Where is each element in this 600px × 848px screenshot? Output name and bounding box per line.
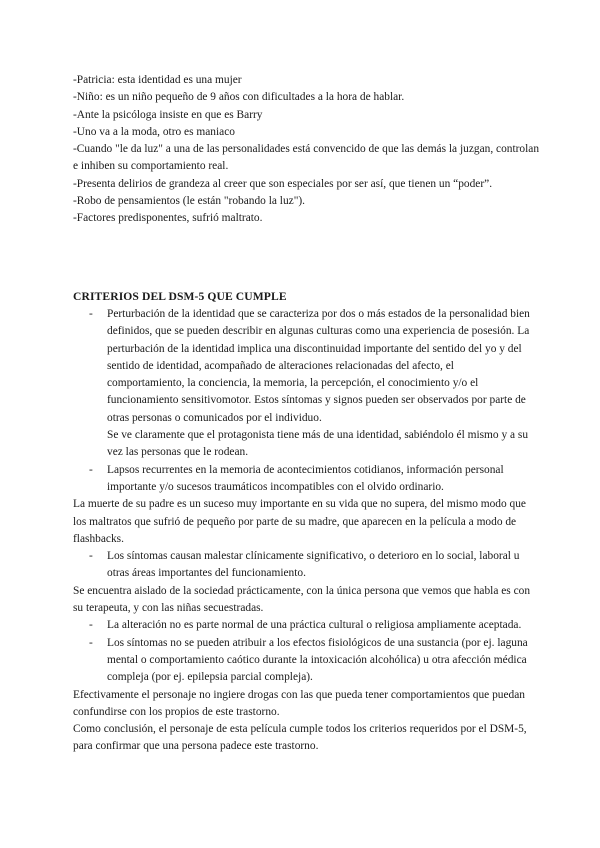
criterion-item (73, 617, 533, 634)
character-notes (73, 72, 543, 228)
criterion-item (73, 635, 533, 687)
criterion-item (73, 462, 533, 497)
note-line: -Cuando "le da luz" a una de las personalidades está convencido de que las demás la juzgan, controlan e inhiben su comportamiento real. (73, 143, 540, 173)
note-line: -Ante la psicóloga insiste en que es Barry (73, 108, 263, 121)
note-line: -Factores predisponentes, sufrió maltrato. (73, 212, 263, 225)
note-line: -Niño: es un niño pequeño de 9 años con dificultades a la hora de hablar. (73, 91, 405, 104)
commentary-paragraph: La muerte de su padre es un suceso muy importante en su vida que no supera, del mismo modo que los maltratos que sufrió de pequeño por parte de su madre, que aparecen en la película a modo de flashbacks. (73, 498, 526, 545)
criterion-text: Los síntomas no se pueden atribuir a los efectos fisiológicos de una sustancia (por ej. laguna mental o comportamiento caótico durante la intoxicación alcohólica) u otra afección médica compleja (por ej. epilepsia parcial compleja). (107, 636, 528, 684)
note-line: -Patricia: esta identidad es una mujer (73, 74, 242, 86)
criterion-text: Perturbación de la identidad que se caracteriza por dos o más estados de la personalidad bien definidos, que se pueden describir en algunas culturas como una experiencia de posesión. La perturbación de la identidad implica una discontinuidad importante del sentido del yo y del sentido de identidad, acompañado de alteraciones relacionadas del afecto, el comportamiento, la conciencia, la memoria, la percepción, el conocimiento y/o el funcionamiento sensitivomotor. Estos síntomas y signos pueden ser observados por parte de otras personas o comunicados por el individuo. (107, 308, 530, 424)
criterion-item (73, 548, 533, 583)
commentary-paragraph: Efectivamente el personaje no ingiere drogas con las que pueda tener comportamientos que puedan confundirse con los propios de este trastorno. (73, 688, 525, 718)
criterion-text: Los síntomas causan malestar clínicamente significativo, o deterioro en lo social, laboral u otras áreas importantes del funcionamiento. (107, 550, 520, 580)
note-line: -Robo de pensamientos (le están "robando la luz"). (73, 195, 305, 208)
bullet-marker: - (89, 463, 93, 476)
bullet-marker: - (89, 308, 93, 320)
conclusion-paragraph: Como conclusión, el personaje de esta película cumple todos los criterios requeridos por el DSM-5, para confirmar que una persona padece este trastorno. (73, 723, 527, 753)
commentary-paragraph: Se encuentra aislado de la sociedad prácticamente, con la única persona que vemos que habla es con su terapeuta, y con las niñas secuestradas. (73, 584, 531, 615)
bullet-marker: - (89, 619, 93, 632)
section-heading: CRITERIOS DEL DSM-5 QUE CUMPLE (73, 290, 287, 303)
criteria-list (73, 306, 533, 756)
criterion-text: Lapsos recurrentes en la memoria de acontecimientos cotidianos, información personal importante y/o sucesos traumáticos incompatibles con el olvido ordinario. (107, 463, 504, 493)
criterion-text: La alteración no es parte normal de una práctica cultural o religiosa ampliamente aceptada. (107, 619, 522, 632)
criterion-note: Se ve claramente que el protagonista tiene más de una identidad, sabiéndolo él mismo y a su vez las personas que le rodean. (107, 429, 529, 459)
bullet-marker: - (89, 550, 93, 563)
bullet-marker: - (89, 636, 93, 649)
note-line: -Uno va a la moda, otro es maniaco (73, 125, 235, 138)
criterion-item (73, 306, 533, 462)
note-line: -Presenta delirios de grandeza al creer que son especiales por ser así, que tienen un “poder”. (73, 177, 493, 190)
